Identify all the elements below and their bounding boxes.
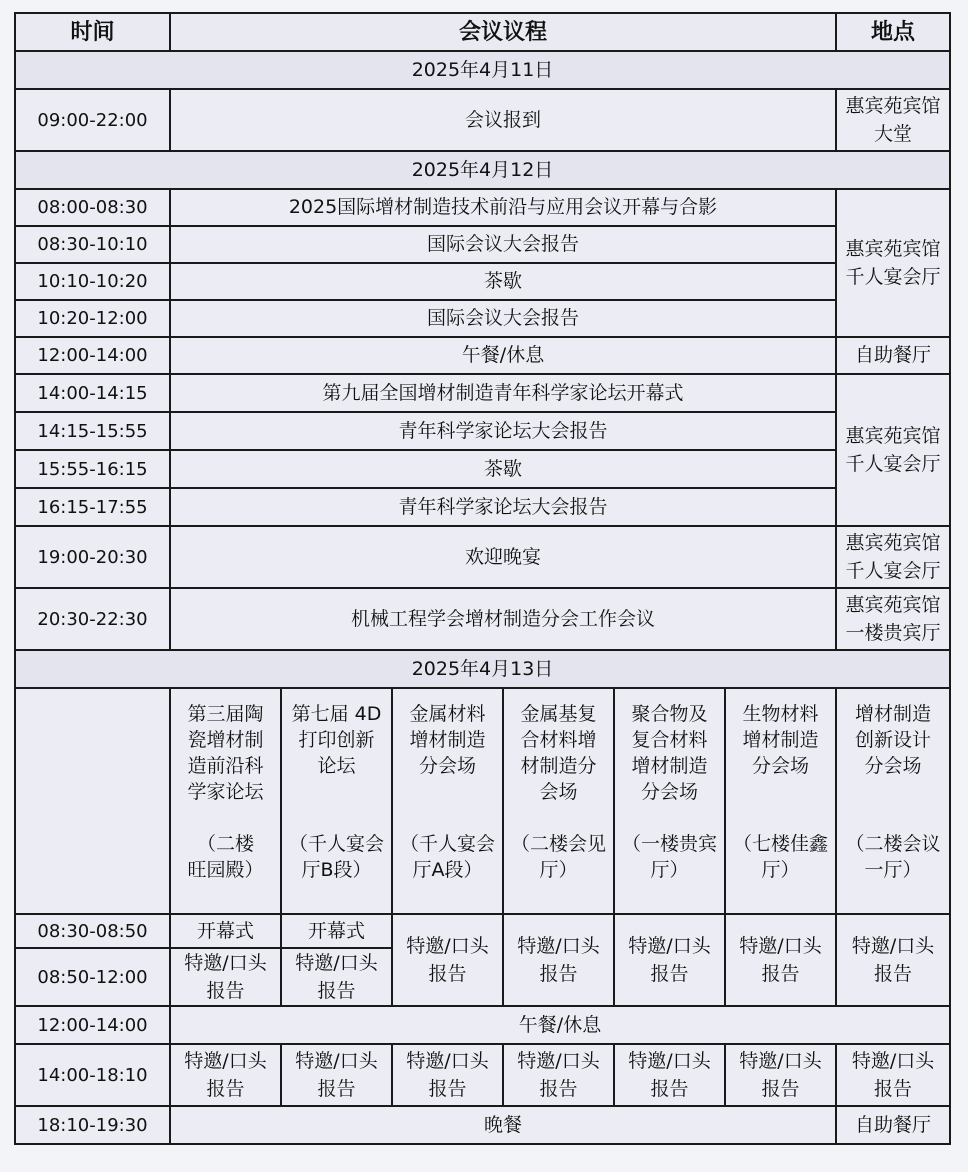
session-header-cell: [392, 688, 503, 914]
date-row: 2025年4月12日: [15, 151, 950, 189]
location-line: 千人宴会厅: [845, 560, 941, 582]
report-cell: [392, 914, 503, 1006]
header-agenda: 会议议程: [170, 13, 836, 51]
location-line: 惠宾苑宾馆: [845, 532, 941, 554]
session-name-line: 学家论坛: [187, 781, 264, 803]
report-line: 报告: [874, 963, 913, 985]
report-cell: [170, 948, 281, 1006]
report-cell: [392, 1044, 503, 1106]
agenda-cell: 国际会议大会报告: [170, 300, 836, 337]
report-cell: [281, 1044, 392, 1106]
report-cell: [281, 948, 392, 1006]
session-header-cell: [836, 688, 950, 914]
session-name-line: 分会场: [418, 755, 476, 777]
session-name-line: 会场: [539, 781, 578, 803]
report-line: 特邀/口头: [628, 1050, 711, 1072]
agenda-cell: 茶歇: [170, 450, 836, 488]
session-name-line: 造前沿科: [187, 755, 264, 777]
time-cell: 08:00-08:30: [15, 189, 170, 226]
dinner-location-cell: 自助餐厅: [836, 1106, 950, 1144]
session-name-line: 分会场: [752, 755, 810, 777]
report-line: 报告: [428, 963, 467, 985]
location-line: 惠宾苑宾馆: [845, 95, 941, 117]
report-line: 特邀/口头: [184, 1050, 267, 1072]
session-room-line: 厅）: [539, 859, 578, 881]
session-room-line: （二楼会见: [510, 833, 606, 855]
session-name-line: 分会场: [864, 755, 922, 777]
report-cell: [725, 914, 836, 1006]
session-name-line: 分会场: [640, 781, 698, 803]
session-name-line: 复合材料: [631, 729, 708, 751]
date-row: 2025年4月11日: [15, 51, 950, 89]
agenda-cell: 第九届全国增材制造青年科学家论坛开幕式: [170, 374, 836, 412]
time-cell: 12:00-14:00: [15, 337, 170, 374]
header-time: 时间: [15, 13, 170, 51]
session-room-line: 一厅）: [864, 859, 922, 881]
time-cell: 14:15-15:55: [15, 412, 170, 450]
time-cell-empty: [15, 688, 170, 914]
agenda-cell: 午餐/休息: [170, 337, 836, 374]
session-room-line: 厅）: [650, 859, 689, 881]
report-line: 特邀/口头: [851, 935, 935, 957]
location-line: 惠宾苑宾馆: [845, 238, 941, 260]
time-cell: 08:50-12:00: [15, 948, 170, 1006]
session-header-cell: [170, 688, 281, 914]
report-line: 报告: [761, 1078, 800, 1100]
report-line: 特邀/口头: [739, 1050, 822, 1072]
session-name-line: 瓷增材制: [187, 729, 264, 751]
time-cell: 14:00-14:15: [15, 374, 170, 412]
report-cell: [503, 1044, 614, 1106]
location-line: 惠宾苑宾馆: [845, 594, 941, 616]
report-cell: [725, 1044, 836, 1106]
agenda-cell: 会议报到: [170, 89, 836, 151]
time-cell: 15:55-16:15: [15, 450, 170, 488]
agenda-cell: 青年科学家论坛大会报告: [170, 488, 836, 526]
session-name-line: 增材制造: [742, 729, 819, 751]
location-cell: [836, 189, 950, 337]
location-line: 大堂: [874, 123, 913, 145]
agenda-cell: 欢迎晚宴: [170, 526, 836, 588]
location-line: 千人宴会厅: [845, 453, 941, 475]
location-line: 一楼贵宾厅: [845, 622, 941, 644]
time-cell: 14:00-18:10: [15, 1044, 170, 1106]
session-name-line: 材制造分: [520, 755, 597, 777]
report-line: 特邀/口头: [628, 935, 711, 957]
session-name-line: 聚合物及: [631, 703, 708, 725]
agenda-cell: 机械工程学会增材制造分会工作会议: [170, 588, 836, 650]
session-room-line: 厅）: [761, 859, 800, 881]
agenda-cell: 茶歇: [170, 263, 836, 300]
location-cell: [836, 588, 950, 650]
report-cell: [836, 1044, 950, 1106]
report-line: 报告: [874, 1078, 913, 1100]
report-line: 报告: [650, 963, 689, 985]
location-cell: [836, 89, 950, 151]
report-line: 特邀/口头: [406, 1050, 489, 1072]
session-room-line: （二楼: [196, 833, 254, 855]
session-room-line: （二楼会议: [845, 833, 941, 855]
session-room-line: （千人宴会: [288, 833, 384, 855]
report-line: 报告: [650, 1078, 689, 1100]
session-name-line: 生物材料: [742, 703, 819, 725]
report-line: 特邀/口头: [184, 952, 267, 974]
report-line: 报告: [761, 963, 800, 985]
report-line: 报告: [206, 980, 245, 1002]
time-cell: 10:20-12:00: [15, 300, 170, 337]
time-cell: 16:15-17:55: [15, 488, 170, 526]
session-name-line: 第三届陶: [187, 703, 264, 725]
location-cell: [836, 374, 950, 526]
report-cell: [503, 914, 614, 1006]
location-line: 惠宾苑宾馆: [845, 425, 941, 447]
agenda-cell: 国际会议大会报告: [170, 226, 836, 263]
location-cell: 自助餐厅: [836, 337, 950, 374]
report-line: 特邀/口头: [517, 1050, 600, 1072]
session-name-line: 打印创新: [298, 729, 375, 751]
session-name-line: 金属材料: [409, 703, 486, 725]
report-cell: [836, 914, 950, 1006]
time-cell: 19:00-20:30: [15, 526, 170, 588]
time-cell: 18:10-19:30: [15, 1106, 170, 1144]
session-room-line: （七楼佳鑫: [733, 833, 829, 855]
session-header-cell: [281, 688, 392, 914]
report-line: 报告: [539, 963, 578, 985]
report-line: 报告: [206, 1078, 245, 1100]
location-line: 千人宴会厅: [845, 266, 941, 288]
report-line: 报告: [317, 1078, 356, 1100]
report-line: 特邀/口头: [295, 1050, 378, 1072]
session-room-line: 厅B段）: [301, 859, 372, 881]
report-line: 特邀/口头: [739, 935, 822, 957]
report-line: 报告: [539, 1078, 578, 1100]
report-line: 特邀/口头: [406, 935, 489, 957]
session-room-line: （一楼贵宾: [621, 833, 717, 855]
report-cell: [614, 914, 725, 1006]
session-room-line: 厅A段）: [412, 859, 483, 881]
agenda-table: [14, 12, 951, 1145]
session-name-line: 增材制造: [855, 703, 932, 725]
opening-cell: 开幕式: [281, 914, 392, 948]
opening-cell: 开幕式: [170, 914, 281, 948]
report-line: 报告: [317, 980, 356, 1002]
report-cell: [614, 1044, 725, 1106]
session-name-line: 论坛: [317, 755, 356, 777]
report-cell: [170, 1044, 281, 1106]
lunch-cell: 午餐/休息: [170, 1006, 950, 1044]
session-header-cell: [503, 688, 614, 914]
agenda-cell: 青年科学家论坛大会报告: [170, 412, 836, 450]
time-cell: 10:10-10:20: [15, 263, 170, 300]
session-name-line: 金属基复: [520, 703, 597, 725]
session-name-line: 创新设计: [855, 729, 932, 751]
date-row: 2025年4月13日: [15, 650, 950, 688]
agenda-cell: 2025国际增材制造技术前沿与应用会议开幕与合影: [170, 189, 836, 226]
time-cell: 12:00-14:00: [15, 1006, 170, 1044]
time-cell: 08:30-10:10: [15, 226, 170, 263]
time-cell: 09:00-22:00: [15, 89, 170, 151]
report-line: 特邀/口头: [295, 952, 378, 974]
time-cell: 20:30-22:30: [15, 588, 170, 650]
session-room-line: 旺园殿）: [187, 859, 264, 881]
report-line: 报告: [428, 1078, 467, 1100]
header-location: 地点: [836, 13, 950, 51]
session-name-line: 增材制造: [631, 755, 708, 777]
location-cell: [836, 526, 950, 588]
time-cell: 08:30-08:50: [15, 914, 170, 948]
session-room-line: （千人宴会: [399, 833, 495, 855]
dinner-cell: 晚餐: [170, 1106, 836, 1144]
session-name-line: 第七届 4D: [291, 703, 382, 725]
report-line: 特邀/口头: [851, 1050, 935, 1072]
session-name-line: 增材制造: [409, 729, 486, 751]
session-header-cell: [725, 688, 836, 914]
session-name-line: 合材料增: [520, 729, 597, 751]
session-header-cell: [614, 688, 725, 914]
report-line: 特邀/口头: [517, 935, 600, 957]
